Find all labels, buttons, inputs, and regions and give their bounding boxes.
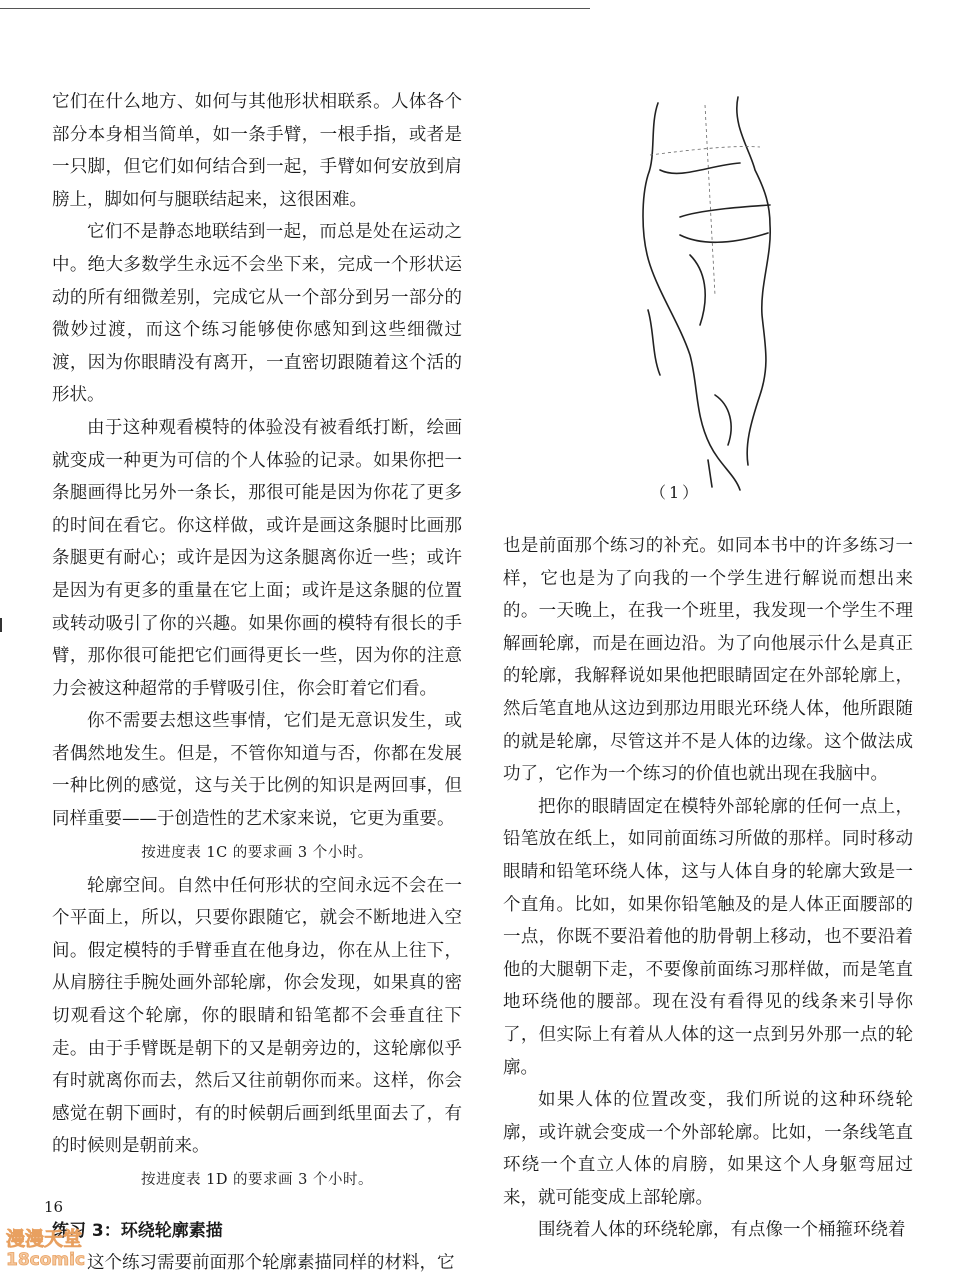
margin-mark	[0, 618, 2, 632]
paragraph: 由于这种观看模特的体验没有被看纸打断，绘画就变成一种更为可信的个人体验的记录。如果你把一条腿画得比另外一条长，那很可能是因为你花了更多的时间在看它。你这样做，或许是画这条腿时比画那条腿更有耐心；或许是因为这条腿离你近一些；或许是因为有更多的重量在它上面；或许是这条腿的位置或转动吸引了你的兴趣。如果你画的模特有很长的手臂，那你很可能把它们画得更长一些，因为你的注意力会被这种超常的手臂吸引住，你会盯着它们看。	[52, 417, 462, 699]
paragraph: 如果人体的位置改变，我们所说的这种环绕轮廓，或许就会变成一个外部轮廓。比如，一条线笔直环绕一个直立人体的肩膀，如果这个人身躯弯屈过来，就可能变成上部轮廓。	[503, 1090, 913, 1208]
paragraph: 它们不是静态地联结到一起，而总是处在运动之中。绝大多数学生永远不会坐下来，完成一个形状运动的所有细微差别，完成它从一个部分到另一部分的微妙过渡，而这个练习能够使你感知到这些细微过渡，因为你眼睛没有离开，一直密切跟随着这个活的形状。	[52, 222, 462, 406]
paragraph: 这个练习需要前面那个轮廓素描同样的材料，它	[87, 1253, 455, 1273]
contour-figure-drawing	[620, 95, 820, 515]
watermark-line2: 18comic	[6, 1250, 86, 1269]
schedule-note: 按进度表 1D 的要求画 3 个小时。	[140, 1172, 373, 1188]
exercise-heading: 练习 3：环绕轮廓素描	[52, 1221, 223, 1241]
watermark-logo	[2, 1225, 112, 1269]
paragraph: 围绕着人体的环绕轮廓，有点像一个桶箍环绕着	[538, 1220, 906, 1241]
paragraph: 轮廓空间。自然中任何形状的空间永远不会在一个平面上，所以，只要你跟随它，就会不断地进入空间。假定模特的手臂垂直在他身边，你在从上往下，从肩膀往手腕处画外部轮廓，你会发现，如果真的密切观看这个轮廓，你的眼睛和铅笔都不会垂直往下走。由于手臂既是朝下的又是朝旁边的，这轮廓似乎有时就离你而去，然后又往前朝你而来。这样，你会感觉在朝下画时，有的时候朝后画到纸里面去了，有的时候则是朝前来。	[52, 875, 462, 1157]
paragraph: 也是前面那个练习的补充。如同本书中的许多练习一样，它也是为了向我的一个学生进行解说而想出来的。一天晚上，在我一个班里，我发现一个学生不理解画轮廓，而是在画边沿。为了向他展示什么是真正的轮廓，我解释说如果他把眼睛固定在外部轮廓上，然后笔直地从这边到那边用眼光环绕人体，他所跟随的就是轮廓，尽管这并不是人体的边缘。这个做法成功了，它作为一个练习的价值也就出现在我脑中。	[503, 536, 913, 785]
top-rule	[0, 8, 590, 9]
right-column	[503, 530, 913, 1247]
watermark-line1: 漫漫天堂	[6, 1228, 83, 1250]
paragraph: 你不需要去想这些事情，它们是无意识发生，或者偶然地发生。但是，不管你知道与否，你都在发展一种比例的感觉，这与关于比例的知识是两回事，但同样重要——于创造性的艺术家来说，它更为重要。	[52, 711, 462, 830]
paragraph: 把你的眼睛固定在模特外部轮廓的任何一点上，铅笔放在纸上，如同前面练习所做的那样。同时移动眼睛和铅笔环绕人体，这与人体自身的轮廓大致是一个直角。比如，如果你铅笔触及的是人体正面腰部的一点，你既不要沿着他的肋骨朝上移动，也不要沿着他的大腿朝下走，不要像前面练习那样做，而是笔直地环绕他的腰部。现在没有看得见的线条来引导你了，但实际上有着从人体的这一点到另外那一点的轮廓。	[503, 796, 913, 1078]
figure-caption: （1）	[650, 483, 702, 502]
left-column	[52, 86, 462, 1280]
paragraph: 它们在什么地方、如何与其他形状相联系。人体各个部分本身相当简单，如一条手臂，一根手指，或者是一只脚，但它们如何结合到一起，手臂如何安放到肩膀上，脚如何与腿联结起来，这很困难。	[52, 92, 462, 210]
page-number: 16	[44, 1198, 64, 1216]
schedule-note: 按进度表 1C 的要求画 3 个小时。	[141, 844, 373, 861]
